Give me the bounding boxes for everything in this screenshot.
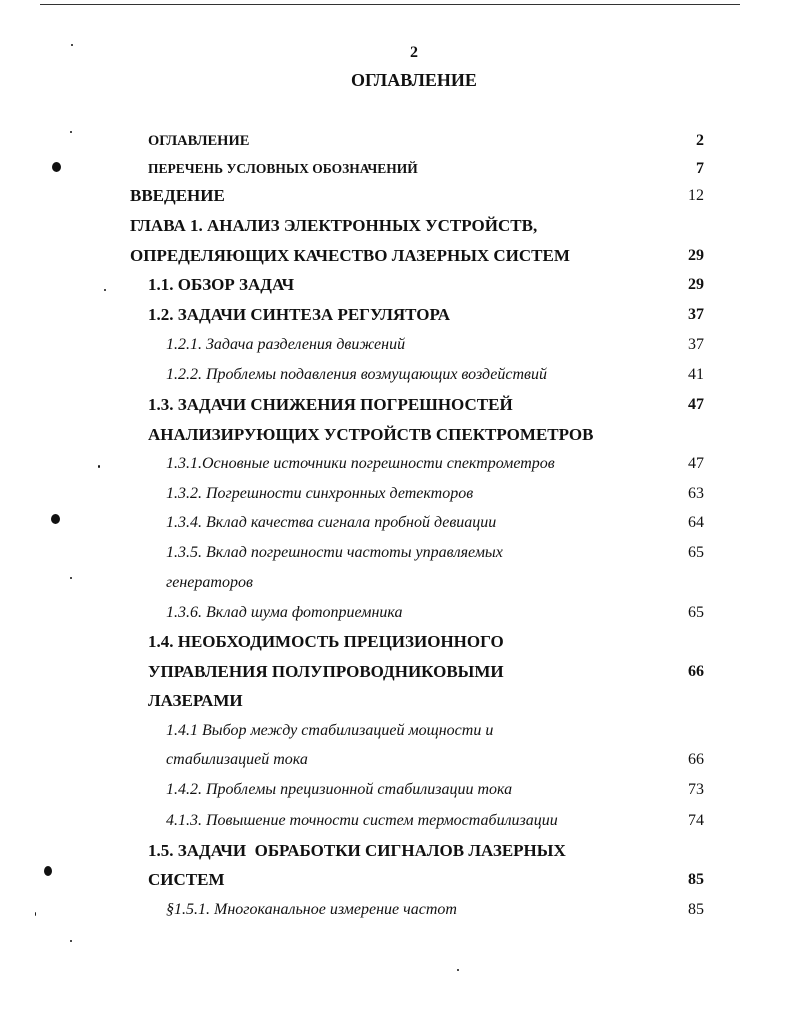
- toc-entry-1-5-line1: 1.5. ЗАДАЧИ ОБРАБОТКИ СИГНАЛОВ ЛАЗЕРНЫХ: [148, 841, 566, 860]
- scan-speck: [98, 465, 100, 468]
- toc-page-1-3-6: 65: [688, 604, 704, 621]
- toc-entry-1-2: 1.2. ЗАДАЧИ СИНТЕЗА РЕГУЛЯТОРА: [148, 305, 450, 324]
- toc-entry-1-4-line3: ЛАЗЕРАМИ: [148, 691, 243, 710]
- toc-entry-1-3-1: 1.3.1.Основные источники погрешности спектрометров: [166, 455, 555, 472]
- toc-page-chapter1: 29: [688, 247, 704, 264]
- toc-entry-1-4-2: 1.4.2. Проблемы прецизионной стабилизации тока: [166, 781, 513, 798]
- toc-entry-1-3-line2: АНАЛИЗИРУЮЩИХ УСТРОЙСТВ СПЕКТРОМЕТРОВ: [148, 425, 594, 444]
- toc-entry-1-2-1: 1.2.1. Задача разделения движений: [166, 336, 406, 353]
- toc-entry-1-3-5-line1: 1.3.5. Вклад погрешности частоты управляемых: [166, 544, 503, 561]
- toc-entry-abbreviations: ПЕРЕЧЕНЬ УСЛОВНЫХ ОБОЗНАЧЕНИЙ: [148, 161, 418, 176]
- toc-entry-1-5-line2: СИСТЕМ: [148, 870, 225, 889]
- scan-speck: [35, 912, 36, 916]
- toc-entry-1-3-2: 1.3.2. Погрешности синхронных детекторов: [166, 485, 474, 502]
- scan-speck: [457, 969, 459, 971]
- toc-page-contents: 2: [696, 132, 704, 149]
- toc-page-1-1: 29: [688, 276, 704, 293]
- page-number: 2: [410, 44, 418, 61]
- toc-page-1-2: 37: [688, 306, 704, 323]
- toc-entry-chapter1-line1: ГЛАВА 1. АНАЛИЗ ЭЛЕКТРОННЫХ УСТРОЙСТВ,: [130, 216, 538, 235]
- toc-page-1-3-4: 64: [688, 514, 704, 531]
- toc-entry-1-3-6: 1.3.6. Вклад шума фотоприемника: [166, 604, 403, 621]
- toc-page-1-2-2: 41: [688, 366, 704, 383]
- toc-entry-1-4-1-line1: 1.4.1 Выбор между стабилизацией мощности и: [166, 722, 494, 739]
- scan-speck: [44, 866, 52, 876]
- toc-page-1-4-1: 66: [688, 751, 704, 768]
- toc-entry-contents: ОГЛАВЛЕНИЕ: [148, 133, 250, 149]
- toc-page-1-3-2: 63: [688, 485, 704, 502]
- toc-entry-1-2-2: 1.2.2. Проблемы подавления возмущающих воздействий: [166, 366, 547, 383]
- toc-page-1-3-5: 65: [688, 544, 704, 561]
- scan-speck: [70, 577, 72, 579]
- toc-page-1-2-1: 37: [688, 336, 704, 353]
- toc-entry-chapter1-line2: ОПРЕДЕЛЯЮЩИХ КАЧЕСТВО ЛАЗЕРНЫХ СИСТЕМ: [130, 246, 570, 265]
- toc-page-1-3-1: 47: [688, 455, 704, 472]
- toc-entry-1-4-line1: 1.4. НЕОБХОДИМОСТЬ ПРЕЦИЗИОННОГО: [148, 632, 504, 651]
- toc-entry-4-1-3: 4.1.3. Повышение точности систем термостабилизации: [166, 812, 558, 829]
- toc-page-1-3: 47: [688, 396, 704, 413]
- toc-page-4-1-3: 74: [688, 812, 704, 829]
- scan-speck: [70, 940, 72, 942]
- toc-entry-1-4-line2: УПРАВЛЕНИЯ ПОЛУПРОВОДНИКОВЫМИ: [148, 662, 504, 681]
- toc-page-introduction: 12: [688, 187, 704, 204]
- scan-edge-line: [40, 4, 740, 5]
- toc-entry-1-1: 1.1. ОБЗОР ЗАДАЧ: [148, 275, 295, 294]
- toc-entry-1-3-line1: 1.3. ЗАДАЧИ СНИЖЕНИЯ ПОГРЕШНОСТЕЙ: [148, 395, 513, 414]
- toc-entry-1-3-4: 1.3.4. Вклад качества сигнала пробной девиации: [166, 514, 497, 531]
- toc-entry-1-3-5-line2: генераторов: [166, 574, 253, 591]
- toc-page-1-4: 66: [688, 663, 704, 680]
- toc-entry-1-4-1-line2: стабилизацией тока: [166, 751, 308, 768]
- toc-entry-1-5-1: §1.5.1. Многоканальное измерение частот: [166, 901, 457, 918]
- scan-speck: [70, 131, 72, 133]
- toc-page-1-5-1: 85: [688, 901, 704, 918]
- scan-speck: [51, 514, 60, 524]
- page-title: ОГЛАВЛЕНИЕ: [351, 70, 477, 90]
- toc-page-1-5: 85: [688, 871, 704, 888]
- scan-speck: [52, 162, 61, 172]
- toc-entry-introduction: ВВЕДЕНИЕ: [130, 186, 225, 205]
- scan-speck: [104, 289, 106, 291]
- toc-page-1-4-2: 73: [688, 781, 704, 798]
- scan-speck: [71, 44, 73, 46]
- toc-page-abbreviations: 7: [696, 160, 704, 177]
